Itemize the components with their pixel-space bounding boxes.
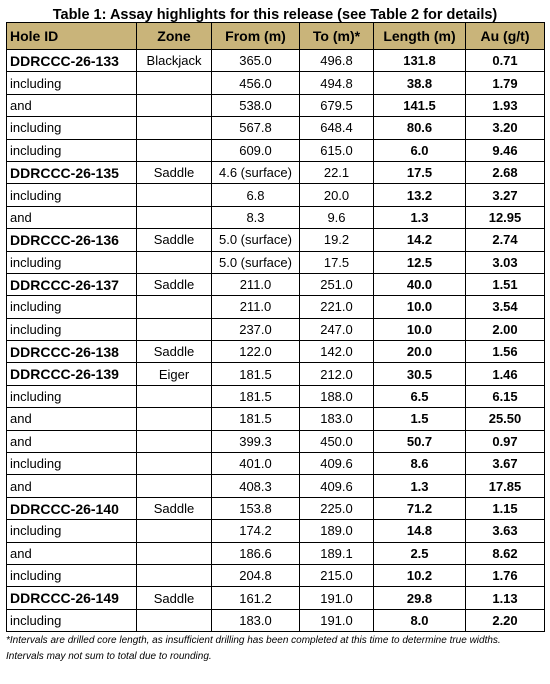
cell-length: 141.5 xyxy=(374,94,466,116)
cell-length: 1.3 xyxy=(374,475,466,497)
cell-length: 8.0 xyxy=(374,609,466,631)
table-row xyxy=(7,520,545,542)
cell-hole-id: including xyxy=(7,385,137,407)
cell-au: 25.50 xyxy=(466,408,545,430)
cell-from: 538.0 xyxy=(212,94,300,116)
cell-au: 9.46 xyxy=(466,139,545,161)
cell-from: 174.2 xyxy=(212,520,300,542)
cell-to: 189.0 xyxy=(300,520,374,542)
table-row xyxy=(7,318,545,340)
cell-au: 2.00 xyxy=(466,318,545,340)
cell-hole-id: and xyxy=(7,430,137,452)
cell-au: 3.63 xyxy=(466,520,545,542)
cell-from: 567.8 xyxy=(212,117,300,139)
cell-au: 2.68 xyxy=(466,161,545,183)
cell-length: 10.0 xyxy=(374,296,466,318)
cell-hole-id: including xyxy=(7,251,137,273)
cell-length: 80.6 xyxy=(374,117,466,139)
table-row xyxy=(7,206,545,228)
table-row xyxy=(7,161,545,183)
cell-au: 1.79 xyxy=(466,72,545,94)
cell-from: 186.6 xyxy=(212,542,300,564)
table-row xyxy=(7,72,545,94)
cell-to: 212.0 xyxy=(300,363,374,385)
cell-au: 0.71 xyxy=(466,50,545,72)
cell-au: 1.46 xyxy=(466,363,545,385)
table-row xyxy=(7,430,545,452)
cell-hole-id: DDRCCC-26-136 xyxy=(7,229,137,251)
cell-to: 191.0 xyxy=(300,587,374,609)
cell-from: 609.0 xyxy=(212,139,300,161)
cell-hole-id: DDRCCC-26-138 xyxy=(7,341,137,363)
cell-zone: Saddle xyxy=(137,161,212,183)
table-row xyxy=(7,542,545,564)
cell-hole-id: DDRCCC-26-140 xyxy=(7,497,137,519)
cell-au: 3.20 xyxy=(466,117,545,139)
cell-from: 5.0 (surface) xyxy=(212,251,300,273)
cell-from: 365.0 xyxy=(212,50,300,72)
cell-to: 142.0 xyxy=(300,341,374,363)
cell-from: 161.2 xyxy=(212,587,300,609)
cell-au: 2.74 xyxy=(466,229,545,251)
cell-hole-id: and xyxy=(7,94,137,116)
cell-zone xyxy=(137,296,212,318)
cell-from: 5.0 (surface) xyxy=(212,229,300,251)
table-row xyxy=(7,453,545,475)
cell-hole-id: and xyxy=(7,542,137,564)
cell-to: 409.6 xyxy=(300,453,374,475)
cell-au: 3.67 xyxy=(466,453,545,475)
cell-zone xyxy=(137,520,212,542)
cell-zone xyxy=(137,542,212,564)
cell-zone xyxy=(137,139,212,161)
header-hole-id: Hole ID xyxy=(7,23,137,50)
cell-au: 0.97 xyxy=(466,430,545,452)
cell-hole-id: including xyxy=(7,117,137,139)
cell-length: 17.5 xyxy=(374,161,466,183)
cell-au: 1.76 xyxy=(466,564,545,586)
assay-table xyxy=(6,22,545,632)
cell-hole-id: including xyxy=(7,296,137,318)
cell-zone xyxy=(137,564,212,586)
cell-from: 181.5 xyxy=(212,408,300,430)
cell-from: 408.3 xyxy=(212,475,300,497)
cell-hole-id: DDRCCC-26-139 xyxy=(7,363,137,385)
cell-to: 221.0 xyxy=(300,296,374,318)
cell-au: 8.62 xyxy=(466,542,545,564)
cell-length: 38.8 xyxy=(374,72,466,94)
cell-zone: Saddle xyxy=(137,497,212,519)
cell-length: 13.2 xyxy=(374,184,466,206)
cell-length: 50.7 xyxy=(374,430,466,452)
cell-to: 450.0 xyxy=(300,430,374,452)
cell-to: 247.0 xyxy=(300,318,374,340)
cell-au: 1.13 xyxy=(466,587,545,609)
header-to: To (m)* xyxy=(300,23,374,50)
cell-to: 225.0 xyxy=(300,497,374,519)
cell-au: 17.85 xyxy=(466,475,545,497)
table-row xyxy=(7,251,545,273)
cell-from: 211.0 xyxy=(212,296,300,318)
cell-hole-id: including xyxy=(7,453,137,475)
cell-length: 8.6 xyxy=(374,453,466,475)
cell-length: 20.0 xyxy=(374,341,466,363)
footnote-intervals: *Intervals are drilled core length, as insufficient drilling has been completed at this time to determine true widths. xyxy=(6,635,501,647)
cell-au: 1.51 xyxy=(466,273,545,295)
cell-length: 14.2 xyxy=(374,229,466,251)
cell-from: 399.3 xyxy=(212,430,300,452)
cell-length: 40.0 xyxy=(374,273,466,295)
cell-zone xyxy=(137,251,212,273)
cell-hole-id: and xyxy=(7,206,137,228)
cell-to: 17.5 xyxy=(300,251,374,273)
cell-hole-id: including xyxy=(7,72,137,94)
cell-hole-id: DDRCCC-26-137 xyxy=(7,273,137,295)
cell-length: 131.8 xyxy=(374,50,466,72)
cell-zone xyxy=(137,94,212,116)
cell-au: 3.54 xyxy=(466,296,545,318)
cell-length: 1.5 xyxy=(374,408,466,430)
cell-au: 2.20 xyxy=(466,609,545,631)
cell-to: 19.2 xyxy=(300,229,374,251)
cell-hole-id: DDRCCC-26-133 xyxy=(7,50,137,72)
cell-hole-id: including xyxy=(7,139,137,161)
cell-to: 9.6 xyxy=(300,206,374,228)
cell-au: 6.15 xyxy=(466,385,545,407)
cell-zone: Eiger xyxy=(137,363,212,385)
cell-au: 1.56 xyxy=(466,341,545,363)
cell-to: 251.0 xyxy=(300,273,374,295)
cell-from: 4.6 (surface) xyxy=(212,161,300,183)
cell-length: 2.5 xyxy=(374,542,466,564)
cell-from: 211.0 xyxy=(212,273,300,295)
cell-to: 20.0 xyxy=(300,184,374,206)
cell-zone: Blackjack xyxy=(137,50,212,72)
cell-length: 6.5 xyxy=(374,385,466,407)
table-row xyxy=(7,50,545,72)
cell-hole-id: including xyxy=(7,564,137,586)
table-row xyxy=(7,117,545,139)
header-zone: Zone xyxy=(137,23,212,50)
cell-to: 22.1 xyxy=(300,161,374,183)
table-row xyxy=(7,184,545,206)
cell-hole-id: including xyxy=(7,520,137,542)
header-length: Length (m) xyxy=(374,23,466,50)
table-row xyxy=(7,475,545,497)
cell-to: 409.6 xyxy=(300,475,374,497)
table-row xyxy=(7,564,545,586)
cell-zone xyxy=(137,318,212,340)
cell-zone: Saddle xyxy=(137,341,212,363)
table-row xyxy=(7,139,545,161)
table-row xyxy=(7,363,545,385)
cell-zone xyxy=(137,184,212,206)
cell-from: 181.5 xyxy=(212,385,300,407)
cell-to: 494.8 xyxy=(300,72,374,94)
cell-to: 496.8 xyxy=(300,50,374,72)
cell-au: 12.95 xyxy=(466,206,545,228)
cell-zone: Saddle xyxy=(137,273,212,295)
cell-from: 183.0 xyxy=(212,609,300,631)
cell-hole-id: DDRCCC-26-149 xyxy=(7,587,137,609)
cell-to: 215.0 xyxy=(300,564,374,586)
cell-from: 8.3 xyxy=(212,206,300,228)
table-row xyxy=(7,609,545,631)
cell-au: 3.03 xyxy=(466,251,545,273)
cell-from: 401.0 xyxy=(212,453,300,475)
table-row xyxy=(7,587,545,609)
cell-zone: Saddle xyxy=(137,229,212,251)
cell-length: 10.0 xyxy=(374,318,466,340)
cell-to: 679.5 xyxy=(300,94,374,116)
table-title: Table 1: Assay highlights for this release (see Table 2 for details) xyxy=(52,7,498,23)
cell-zone xyxy=(137,453,212,475)
cell-hole-id: including xyxy=(7,609,137,631)
table-row xyxy=(7,229,545,251)
cell-from: 456.0 xyxy=(212,72,300,94)
cell-to: 188.0 xyxy=(300,385,374,407)
cell-from: 122.0 xyxy=(212,341,300,363)
cell-zone xyxy=(137,385,212,407)
cell-length: 1.3 xyxy=(374,206,466,228)
header-au: Au (g/t) xyxy=(466,23,545,50)
cell-hole-id: and xyxy=(7,408,137,430)
cell-length: 14.8 xyxy=(374,520,466,542)
cell-zone xyxy=(137,117,212,139)
footnote-rounding: Intervals may not sum to total due to rounding. xyxy=(6,651,212,663)
cell-hole-id: including xyxy=(7,318,137,340)
cell-zone xyxy=(137,206,212,228)
table-row xyxy=(7,385,545,407)
cell-zone xyxy=(137,408,212,430)
header-from: From (m) xyxy=(212,23,300,50)
cell-length: 12.5 xyxy=(374,251,466,273)
cell-to: 189.1 xyxy=(300,542,374,564)
cell-to: 191.0 xyxy=(300,609,374,631)
table-row xyxy=(7,341,545,363)
cell-zone xyxy=(137,475,212,497)
cell-from: 204.8 xyxy=(212,564,300,586)
cell-length: 29.8 xyxy=(374,587,466,609)
cell-from: 153.8 xyxy=(212,497,300,519)
cell-zone xyxy=(137,72,212,94)
cell-length: 6.0 xyxy=(374,139,466,161)
cell-from: 237.0 xyxy=(212,318,300,340)
table-header xyxy=(7,23,545,50)
cell-zone xyxy=(137,430,212,452)
cell-hole-id: DDRCCC-26-135 xyxy=(7,161,137,183)
cell-hole-id: including xyxy=(7,184,137,206)
table-row xyxy=(7,94,545,116)
cell-au: 1.15 xyxy=(466,497,545,519)
cell-length: 10.2 xyxy=(374,564,466,586)
table-row xyxy=(7,273,545,295)
cell-hole-id: and xyxy=(7,475,137,497)
table-row xyxy=(7,408,545,430)
table-body xyxy=(7,50,545,632)
cell-zone xyxy=(137,609,212,631)
cell-length: 30.5 xyxy=(374,363,466,385)
cell-length: 71.2 xyxy=(374,497,466,519)
cell-from: 181.5 xyxy=(212,363,300,385)
cell-au: 3.27 xyxy=(466,184,545,206)
cell-au: 1.93 xyxy=(466,94,545,116)
table-row xyxy=(7,296,545,318)
cell-to: 183.0 xyxy=(300,408,374,430)
cell-zone: Saddle xyxy=(137,587,212,609)
cell-to: 615.0 xyxy=(300,139,374,161)
table-row xyxy=(7,497,545,519)
cell-to: 648.4 xyxy=(300,117,374,139)
cell-from: 6.8 xyxy=(212,184,300,206)
header-row xyxy=(7,23,545,50)
